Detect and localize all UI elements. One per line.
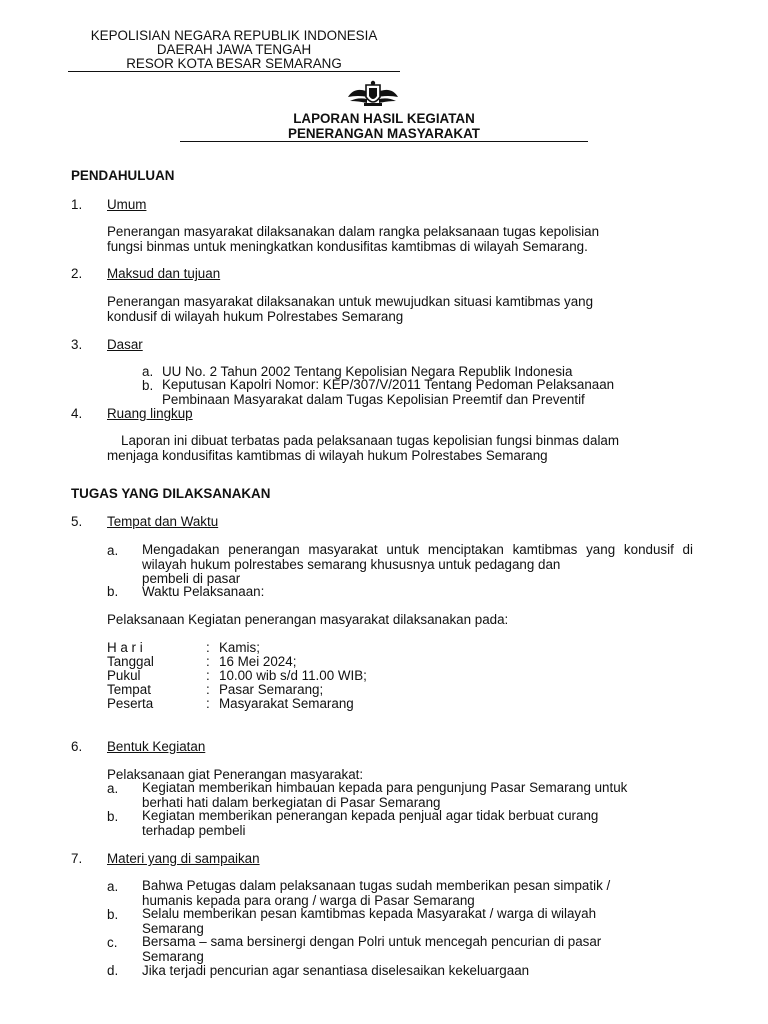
- schedule-value: 10.00 wib s/d 11.00 WIB;: [219, 668, 367, 683]
- schedule-value: Pasar Semarang;: [219, 682, 324, 697]
- heading-umum: Umum: [107, 197, 147, 212]
- schedule-label: H a r i: [107, 640, 143, 655]
- list-marker: b.: [107, 809, 119, 824]
- paragraph-line: Selalu memberikan pesan kamtibmas kepada Masyarakat / warga di wilayah: [142, 906, 597, 921]
- list-item: [142, 935, 693, 964]
- schedule-value: Kamis;: [219, 640, 260, 655]
- paragraph-line: berhati hati dalam berkegiatan di Pasar Semarang: [142, 794, 441, 810]
- item-number: 5.: [71, 514, 83, 529]
- list-marker: a.: [142, 364, 154, 379]
- title-line-2: PENERANGAN MASYARAKAT: [288, 126, 480, 141]
- paragraph-line: terhadap pembeli: [142, 822, 246, 838]
- heading-dasar: Dasar: [107, 337, 143, 352]
- header-rule: [68, 71, 400, 72]
- item-number: 2.: [71, 266, 83, 281]
- heading-materi: Materi yang di sampaikan: [107, 851, 260, 866]
- title-line-1: LAPORAN HASIL KEGIATAN: [293, 111, 475, 126]
- paragraph-line: humanis kepada para orang / warga di Pasar Semarang: [142, 892, 475, 908]
- schedule-value: Masyarakat Semarang: [219, 696, 354, 711]
- title-rule: [180, 141, 588, 142]
- paragraph-umum: [107, 225, 693, 254]
- paragraph-line: Bersama – sama bersinergi dengan Polri untuk mencegah pencurian di pasar: [142, 934, 602, 949]
- item-number: 1.: [71, 197, 83, 212]
- schedule-value: 16 Mei 2024;: [219, 654, 297, 669]
- paragraph-ruang-lingkup: [107, 434, 693, 463]
- item-number: 3.: [71, 337, 83, 352]
- list-item: [142, 543, 693, 587]
- header-line-2: DAERAH JAWA TENGAH: [156, 42, 312, 57]
- list-marker: d.: [107, 963, 119, 978]
- paragraph-line: kondusif di wilayah hukum Polrestabes Semarang: [107, 308, 404, 324]
- paragraph-line: Kegiatan memberikan penerangan kepada penjual agar tidak berbuat curang: [142, 808, 599, 823]
- heading-maksud: Maksud dan tujuan: [107, 266, 221, 281]
- police-emblem-icon: [346, 79, 400, 109]
- schedule-colon: :: [206, 668, 210, 683]
- paragraph-maksud: [107, 295, 693, 324]
- header-line-1: KEPOLISIAN NEGARA REPUBLIK INDONESIA: [90, 28, 378, 43]
- paragraph-line: Pembinaan Masyarakat dalam Tugas Kepolisian Preemtif dan Preventif: [162, 391, 585, 407]
- heading-ruang-lingkup: Ruang lingkup: [107, 406, 193, 421]
- list-marker: a.: [107, 543, 119, 558]
- list-item: [142, 781, 693, 810]
- list-item: [142, 907, 693, 936]
- paragraph-line: Kegiatan memberikan himbauan kepada para pengunjung Pasar Semarang untuk: [142, 780, 628, 795]
- paragraph-line: Laporan ini dibuat terbatas pada pelaksanaan tugas kepolisian fungsi binmas dalam: [121, 433, 620, 448]
- schedule-colon: :: [206, 696, 210, 711]
- schedule-label: Peserta: [107, 696, 154, 711]
- list-item: UU No. 2 Tahun 2002 Tentang Kepolisian Negara Republik Indonesia: [162, 364, 573, 379]
- list-marker: b.: [142, 378, 154, 393]
- schedule-label: Tanggal: [107, 654, 154, 669]
- paragraph-line: Penerangan masyarakat dilaksanakan untuk mewujudkan situasi kamtibmas yang: [107, 294, 594, 309]
- list-item: [142, 809, 693, 838]
- schedule-label: Tempat: [107, 682, 151, 697]
- paragraph-line: Mengadakan penerangan masyarakat untuk menciptakan kamtibmas yang: [142, 542, 616, 557]
- item-number: 6.: [71, 739, 83, 754]
- heading-bentuk-kegiatan: Bentuk Kegiatan: [107, 739, 206, 754]
- paragraph-line: kondusif di wilayah hukum polrestabes semarang khususnya untuk pedagang dan: [142, 542, 693, 572]
- list-marker: c.: [107, 935, 118, 950]
- paragraph-line: Semarang: [142, 948, 204, 964]
- list-marker: b.: [107, 584, 119, 599]
- schedule-colon: :: [206, 640, 210, 655]
- item-number: 7.: [71, 851, 83, 866]
- list-item: [142, 879, 693, 908]
- heading-tempat-waktu: Tempat dan Waktu: [107, 514, 219, 529]
- paragraph-line: Semarang: [142, 920, 204, 936]
- section-tugas: TUGAS YANG DILAKSANAKAN: [71, 486, 271, 501]
- paragraph-line: pembeli di pasar: [142, 571, 241, 587]
- list-marker: a.: [107, 879, 119, 894]
- schedule-label: Pukul: [107, 668, 141, 683]
- paragraph-line: Penerangan masyarakat dilaksanakan dalam rangka pelaksanaan tugas kepolisian: [107, 224, 600, 239]
- paragraph-line: fungsi binmas untuk meningkatkan kondusifitas kamtibmas di wilayah Semarang.: [107, 238, 588, 254]
- section-pendahuluan: PENDAHULUAN: [71, 168, 175, 183]
- paragraph-line: Keputusan Kapolri Nomor: KEP/307/V/2011 Tentang Pedoman Pelaksanaan: [162, 377, 615, 392]
- schedule-colon: :: [206, 682, 210, 697]
- bentuk-intro: Pelaksanaan giat Penerangan masyarakat:: [107, 767, 364, 782]
- item-number: 4.: [71, 406, 83, 421]
- list-item: [162, 378, 693, 407]
- header-line-3: RESOR KOTA BESAR SEMARANG: [126, 56, 342, 71]
- paragraph-line: Bahwa Petugas dalam pelaksanaan tugas sudah memberikan pesan simpatik /: [142, 878, 611, 893]
- list-item: Jika terjadi pencurian agar senantiasa diselesaikan kekeluargaan: [142, 963, 530, 978]
- schedule-intro: Pelaksanaan Kegiatan penerangan masyarakat dilaksanakan pada:: [107, 612, 509, 627]
- list-marker: b.: [107, 907, 119, 922]
- paragraph-line: menjaga kondusifitas kamtibmas di wilayah hukum Polrestabes Semarang: [107, 447, 548, 463]
- list-marker: a.: [107, 781, 119, 796]
- schedule-colon: :: [206, 654, 210, 669]
- list-item: Waktu Pelaksanaan:: [142, 584, 265, 599]
